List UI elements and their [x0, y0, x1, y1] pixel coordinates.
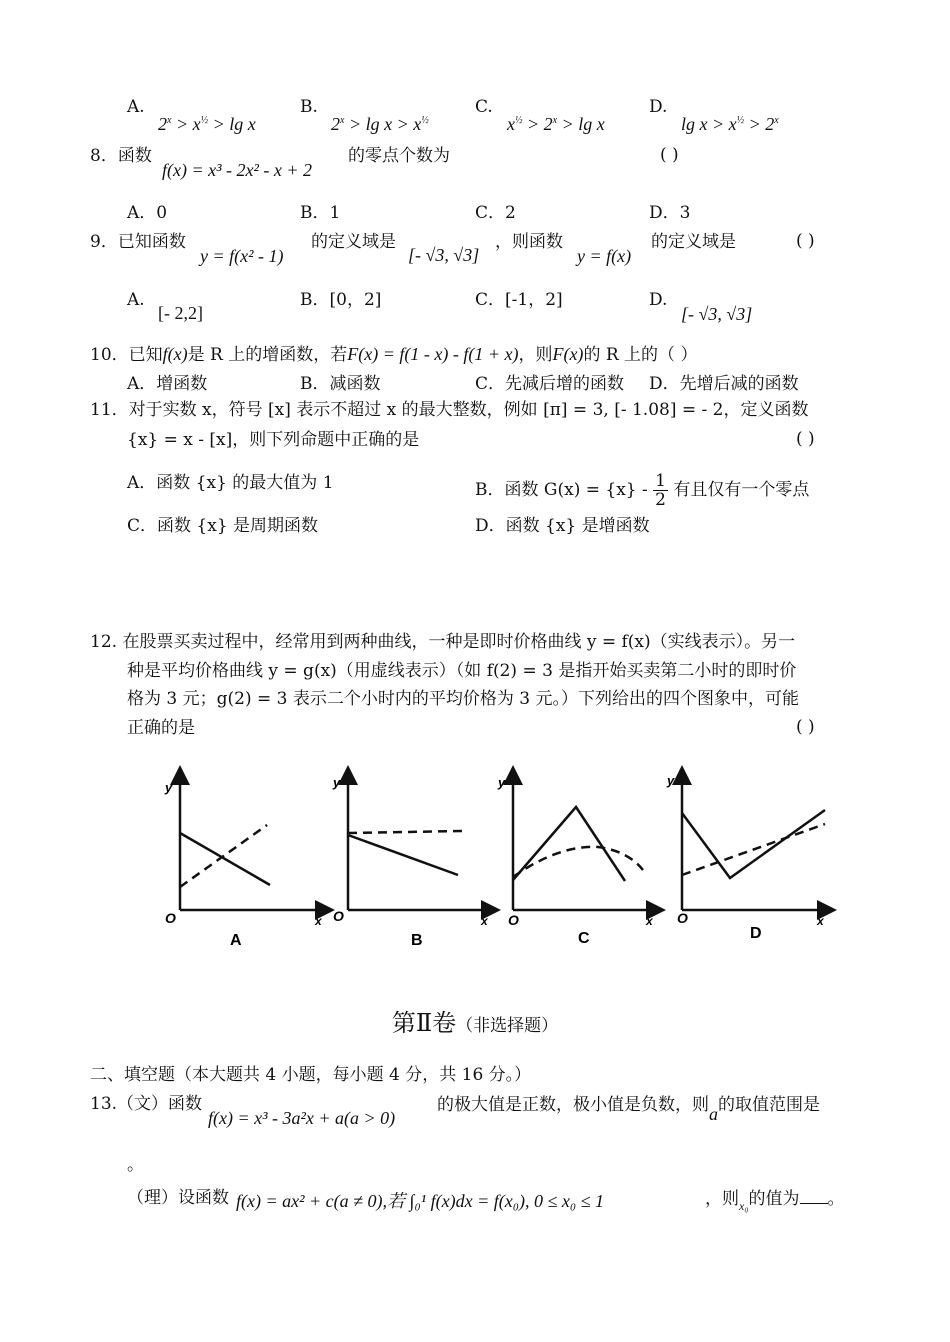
graph-d-y-label: y — [667, 773, 675, 788]
part2-heading: 二、填空题（本大题共 4 小题，每小题 4 分，共 16 分。） — [90, 1065, 532, 1085]
graph-a-dashed-line — [180, 825, 267, 887]
graph-b-x-label: x — [481, 914, 488, 928]
graph-b-y-label: y — [333, 775, 341, 790]
q11-option-d: D．函数 {x} 是增函数 — [475, 516, 650, 536]
q10-option-a: A．增函数 — [127, 374, 208, 394]
graph-c-origin: O — [508, 912, 519, 928]
graph-a-y-label: y — [165, 780, 173, 795]
q11-option-a: A．函数 {x} 的最大值为 1 — [127, 473, 334, 493]
q9-func1: y = f(x² - 1) — [200, 246, 284, 266]
q13-answer-blank[interactable] — [800, 1187, 828, 1204]
graph-c-x-label: x — [646, 914, 653, 928]
graph-c-caption: C — [578, 930, 590, 947]
q7-option-a-expr: $2^x > x^{\frac{1}{2}} > \lg x$ — [158, 114, 256, 134]
graph-c — [497, 775, 656, 947]
q9-domain: [- √3, √3] — [408, 245, 480, 265]
graph-c-dashed-curve — [513, 847, 643, 877]
q8-option-b: B．1 — [300, 203, 341, 223]
q8-option-c: C．2 — [475, 203, 516, 223]
graph-b-origin: O — [333, 908, 344, 924]
q11-option-b: B．函数 G(x) = {x} - $\frac{1}{2}$ 有且仅有一个零点 — [475, 471, 810, 510]
q12-line4: 正确的是 — [127, 718, 195, 738]
q7-option-d-expr: $\lg x > x^{\frac{1}{2}} > 2^x$ — [681, 114, 779, 134]
q9-option-c: C．[-1，2] — [475, 290, 563, 310]
q13-wen-end: 。 — [127, 1155, 144, 1175]
graph-b-caption: B — [411, 932, 423, 949]
graph-d — [666, 773, 827, 942]
q7-option-a: A. — [127, 97, 145, 117]
q10-option-b: B．减函数 — [300, 374, 381, 394]
q9-tail: 的定义域是 — [651, 232, 736, 252]
q13-li-pre: （理）设函数 — [127, 1188, 229, 1208]
q9-option-a: A. — [127, 290, 145, 310]
q9-answer-paren: ( ) — [796, 231, 815, 251]
q7-option-b-expr: $2^x > \lg x > x^{\frac{1}{2}}$ — [331, 114, 429, 134]
q12-line2: 种是平均价格曲线 y = g(x)（用虚线表示）（如 f(2) = 3 是指开始买卖第二小时的即时价 — [127, 661, 797, 681]
q10-option-c: C．先减后增的函数 — [475, 374, 625, 394]
section-title: 第Ⅱ卷（非选择题） — [391, 1009, 559, 1037]
q12-line1: 12. 在股票买卖过程中，经常用到两种曲线，一种是即时价格曲线 y = f(x)（实线表示）。另一 — [90, 632, 796, 652]
q13-wen-post: 的极大值是正数，极小值是负数，则a的取值范围是 — [437, 1095, 820, 1124]
q8-option-d: D．3 — [649, 203, 691, 223]
q7-option-c-expr: $x^{\frac{1}{2}} > 2^x > \lg x$ — [507, 114, 605, 134]
q9-then: ，则函数 — [495, 232, 563, 252]
q10-stem: 10．已知f(x)是 R 上的增函数，若F(x) = f(1 - x) - f(1 + x)，则F(x)的 R 上的（ ） — [90, 344, 698, 365]
q7-option-b: B. — [300, 97, 318, 117]
graph-b — [332, 775, 491, 949]
q7-option-c: C. — [475, 97, 493, 117]
graph-d-dashed-line — [682, 824, 825, 875]
q13-wen-pre: 13.（文）函数 — [90, 1094, 203, 1114]
graph-a-caption: A — [230, 932, 242, 949]
q11-fraction-numerator: 1 — [655, 471, 666, 491]
q9-func2: y = f(x) — [577, 246, 632, 266]
q7-option-d: D. — [649, 97, 668, 117]
q8-stem: 8．函数 — [90, 146, 152, 166]
graph-b-dashed-line — [348, 831, 463, 833]
q11-fraction-denominator: 2 — [655, 490, 666, 510]
q11-answer-paren: ( ) — [796, 429, 815, 449]
graph-c-solid-line — [513, 807, 625, 881]
q9-option-d-val: [- √3, √3] — [681, 304, 753, 324]
q9-mid: 的定义域是 — [311, 232, 396, 252]
q9-option-d: D. — [649, 290, 668, 310]
q12-graphs — [155, 765, 855, 965]
q8-tail: 的零点个数为 — [348, 146, 450, 166]
q9-option-b: B．[0，2] — [300, 290, 382, 310]
q12-answer-paren: ( ) — [796, 717, 815, 737]
q8-answer-paren: ( ) — [660, 145, 679, 165]
q12-line3: 格为 3 元；g(2) = 3 表示二个小时内的平均价格为 3 元。）下列给出的四个图象中，可能 — [127, 689, 799, 709]
q11-line2: {x} = x - [x]，则下列命题中正确的是 — [127, 430, 420, 450]
graph-b-solid-line — [348, 835, 458, 875]
q13-li-tail: ，则$_{x_0}$的值为 。 — [705, 1189, 845, 1213]
graph-d-origin: O — [677, 910, 688, 926]
graph-d-caption: D — [750, 925, 762, 942]
q9-stem: 9．已知函数 — [90, 232, 186, 252]
q9-option-a-val: [- 2,2] — [158, 303, 203, 323]
q13-wen-func: f(x) = x³ - 3a²x + a(a > 0) — [208, 1108, 396, 1128]
q8-function: f(x) = x³ - 2x² - x + 2 — [162, 160, 313, 180]
q8-option-a: A．0 — [127, 203, 168, 223]
q10-option-d: D．先增后减的函数 — [649, 374, 799, 394]
graph-d-x-label: x — [817, 914, 824, 928]
q11-option-c: C．函数 {x} 是周期函数 — [127, 516, 319, 536]
graph-c-y-label: y — [498, 775, 506, 790]
q11-line1: 11．对于实数 x，符号 [x] 表示不超过 x 的最大整数，例如 [π] = 3, [- 1.08] = - 2，定义函数 — [90, 400, 809, 420]
q13-li-expr: f(x) = ax² + c(a ≠ 0),若 ∫₀¹ f(x)dx = f(x₀), 0 ≤ x₀ ≤ 1 — [236, 1191, 604, 1211]
graph-a — [164, 775, 325, 949]
graph-a-x-label: x — [315, 914, 322, 928]
graph-a-origin: O — [165, 910, 176, 926]
